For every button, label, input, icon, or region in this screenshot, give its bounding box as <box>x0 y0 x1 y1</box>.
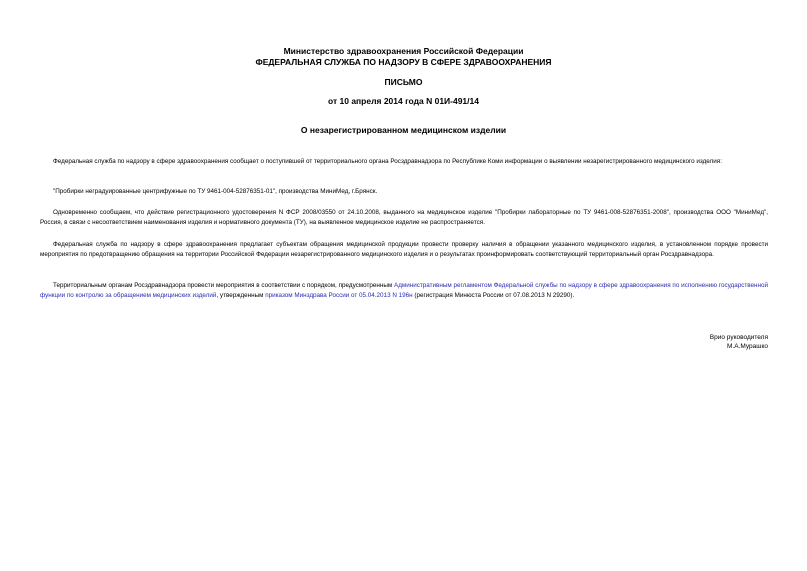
paragraph-5-text-b: , утвержденным <box>216 291 266 299</box>
signature-name: М.А.Мурашко <box>726 343 768 350</box>
service-name: ФЕДЕРАЛЬНАЯ СЛУЖБА ПО НАДЗОРУ В СФЕРЕ ЗДРАВООХРАНЕНИЯ <box>255 57 552 67</box>
signature-position: Врио руководителя <box>709 334 768 341</box>
document-subject: О незарегистрированном медицинском изделии <box>300 125 507 135</box>
regulation-link[interactable]: Административным регламентом Федеральной службы по надзору в сфере здравоохранения по исполнению государственной функции по контролю за обращением медицинских изделий <box>40 282 769 299</box>
ministry-name: Министерство здравоохранения Российской Федерации <box>283 46 524 56</box>
paragraph-5-text-a: Территориальным органам Росздравнадзора провести мероприятия в соответствии с порядком, предусмотренным <box>53 282 395 289</box>
paragraph-4: Федеральная служба по надзору в сфере здравоохранения предлагает субъектам обращения медицинской продукции провести проверку наличия в обращении указанного медицинского изделия, в установленном порядке провести мероприятия по предотвращению обращения на территории Российской Федерации незарегистрированного медицинского изделия и о результатах проинформировать соответствующий территориальный орган Росздравнадзора. <box>40 241 768 258</box>
document-type: ПИСЬМО <box>384 77 423 87</box>
paragraph-1: Федеральная служба по надзору в сфере здравоохранения сообщает о поступившей от территориального органа Росздравнадзора по Республике Коми информации о выявлении незарегистрированного медицинского изделия: <box>53 158 722 165</box>
paragraph-5 <box>40 281 768 300</box>
document-date-number: от 10 апреля 2014 года N 01И-491/14 <box>328 96 479 106</box>
paragraph-5-text-c: (регистрация Минюста России от 07.08.2013 N 29290). <box>412 291 575 299</box>
paragraph-2: "Пробирки неградуированные центрифужные по ТУ 9461-004-52876351-01", производства МиниМед, г.Брянск. <box>53 188 378 195</box>
paragraph-3: Одновременно сообщаем, что действие регистрационного удостоверения N ФСР 2008/03550 от 24.10.2008, выданного на медицинское изделие "Пробирки лабораторные по ТУ 9461-008-52876351-2008", производства ООО "МиниМед", Россия, в связи с несоответствием наименования изделия и нормативного документа (ТУ), на выявленное медицинское изделие не распространяется. <box>40 209 768 226</box>
order-link[interactable]: приказом Минздрава России от 05.04.2013 N 196н <box>265 291 413 299</box>
